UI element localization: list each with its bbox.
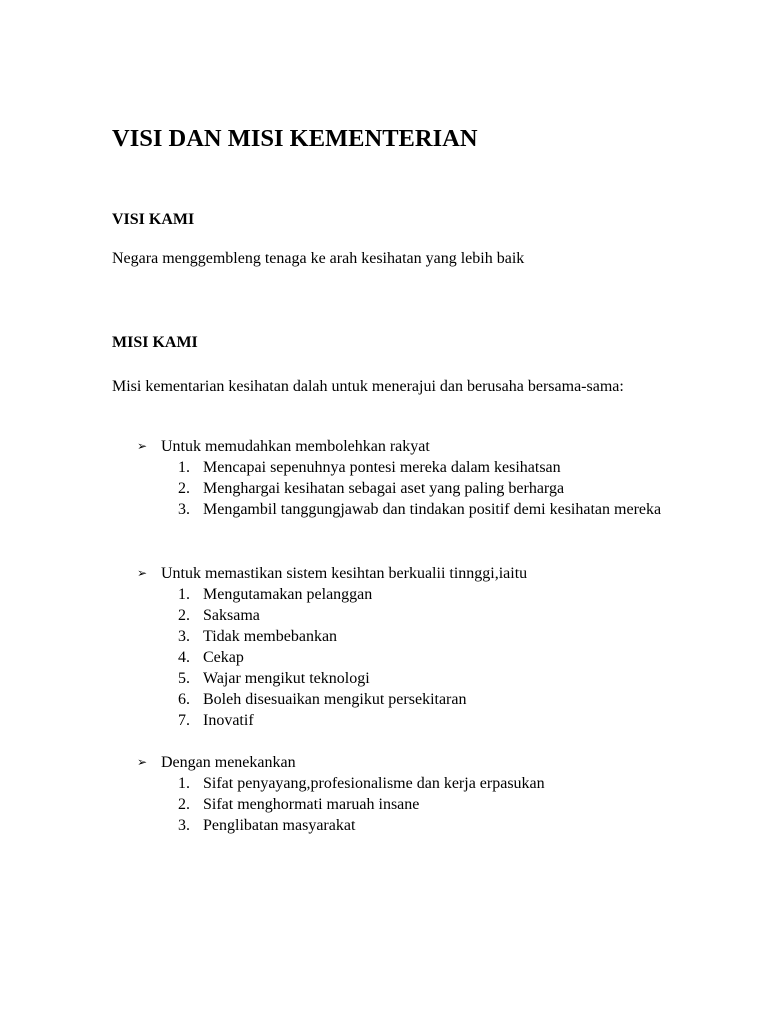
arrow-bullet-icon: ➢ xyxy=(137,755,148,769)
list-text: Mengutamakan pelanggan xyxy=(203,586,373,603)
list-text: Sifat penyayang,profesionalisme dan kerja erpasukan xyxy=(203,775,545,792)
list-number: 3. xyxy=(178,628,190,645)
list-text: Mencapai sepenuhnya pontesi mereka dalam kesihatsan xyxy=(203,459,561,476)
list-number: 7. xyxy=(178,712,190,729)
arrow-bullet-icon: ➢ xyxy=(137,439,148,453)
list-text: Wajar mengikut teknologi xyxy=(203,670,370,687)
list-number: 3. xyxy=(178,501,190,518)
list-text: Saksama xyxy=(203,607,260,624)
list-text: Penglibatan masyarakat xyxy=(203,817,356,834)
list-number: 3. xyxy=(178,817,190,834)
bullet-item xyxy=(137,436,430,457)
list-text: Menghargai kesihatan sebagai aset yang paling berharga xyxy=(203,480,565,497)
list-number: 5. xyxy=(178,670,190,687)
list-number: 1. xyxy=(178,586,190,603)
list-text: Sifat menghormati maruah insane xyxy=(203,796,420,813)
list-number: 4. xyxy=(178,649,190,666)
list-text: Mengambil tanggungjawab dan tindakan positif demi kesihatan mereka xyxy=(203,501,662,518)
list-number: 6. xyxy=(178,691,190,708)
visi-heading: VISI KAMI xyxy=(112,211,195,228)
list-number: 2. xyxy=(178,480,190,497)
list-text: Boleh disesuaikan mengikut persekitaran xyxy=(203,691,467,708)
misi-heading: MISI KAMI xyxy=(112,334,198,351)
list-number: 1. xyxy=(178,775,190,792)
bullet-item xyxy=(137,563,527,584)
document-title: VISI DAN MISI KEMENTERIAN xyxy=(112,125,478,152)
list-text: Inovatif xyxy=(203,712,254,729)
list-text: Cekap xyxy=(203,649,244,666)
bullet-label: Untuk memudahkan membolehkan rakyat xyxy=(161,438,430,455)
bullet-item xyxy=(137,752,296,773)
bullet-label: Dengan menekankan xyxy=(161,754,296,771)
list-text: Tidak membebankan xyxy=(203,628,338,645)
bullet-label: Untuk memastikan sistem kesihtan berkualii tinnggi,iaitu xyxy=(161,565,528,582)
list-number: 2. xyxy=(178,607,190,624)
misi-intro: Misi kementarian kesihatan dalah untuk menerajui dan berusaha bersama-sama: xyxy=(112,378,624,395)
list-number: 1. xyxy=(178,459,190,476)
arrow-bullet-icon: ➢ xyxy=(137,566,148,580)
visi-text: Negara menggembleng tenaga ke arah kesihatan yang lebih baik xyxy=(112,250,525,267)
list-number: 2. xyxy=(178,796,190,813)
